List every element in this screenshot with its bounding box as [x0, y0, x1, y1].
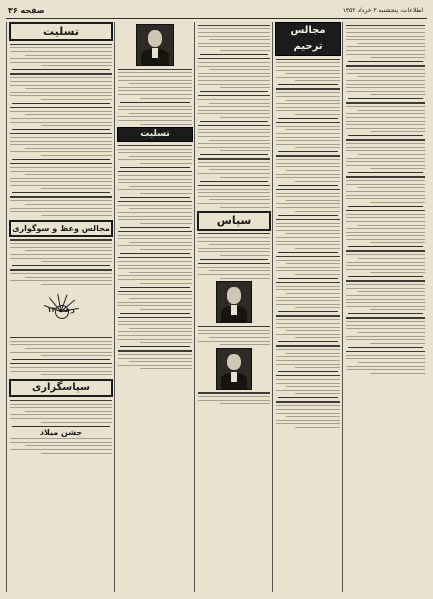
section-tasliyat-2: تسلیت	[117, 127, 193, 142]
section-tasliyat-1: تسلیت	[9, 22, 113, 41]
sun-ornament	[10, 288, 112, 334]
portrait-photo	[136, 24, 174, 66]
notice-group	[10, 44, 112, 216]
section-majales-tarhim: مجالس ترحیم	[275, 22, 341, 56]
column-a	[6, 22, 115, 592]
section-jashn-milad: جشن میلاد	[39, 427, 83, 437]
newspaper-page	[6, 4, 427, 594]
section-sepasgozari: سپاسگزاری	[9, 379, 113, 397]
portrait-photo-2	[216, 281, 252, 323]
column-c	[194, 22, 273, 592]
section-sepas: سپاس	[197, 211, 271, 231]
column-e	[342, 22, 428, 592]
page-header	[6, 4, 427, 19]
portrait-photo-3	[216, 348, 252, 390]
section-majales-vaz: مجالس وعظ و سوگواری	[9, 220, 113, 237]
page-number: صفحه ۳۶	[8, 6, 45, 15]
date-line: اطلاعات، پنجشنبه ۳ خرداد ۱۳۵۲	[342, 7, 423, 14]
column-d	[272, 22, 343, 592]
column-b	[114, 22, 195, 592]
sun-caption: ۱۳ رجب	[47, 305, 75, 314]
